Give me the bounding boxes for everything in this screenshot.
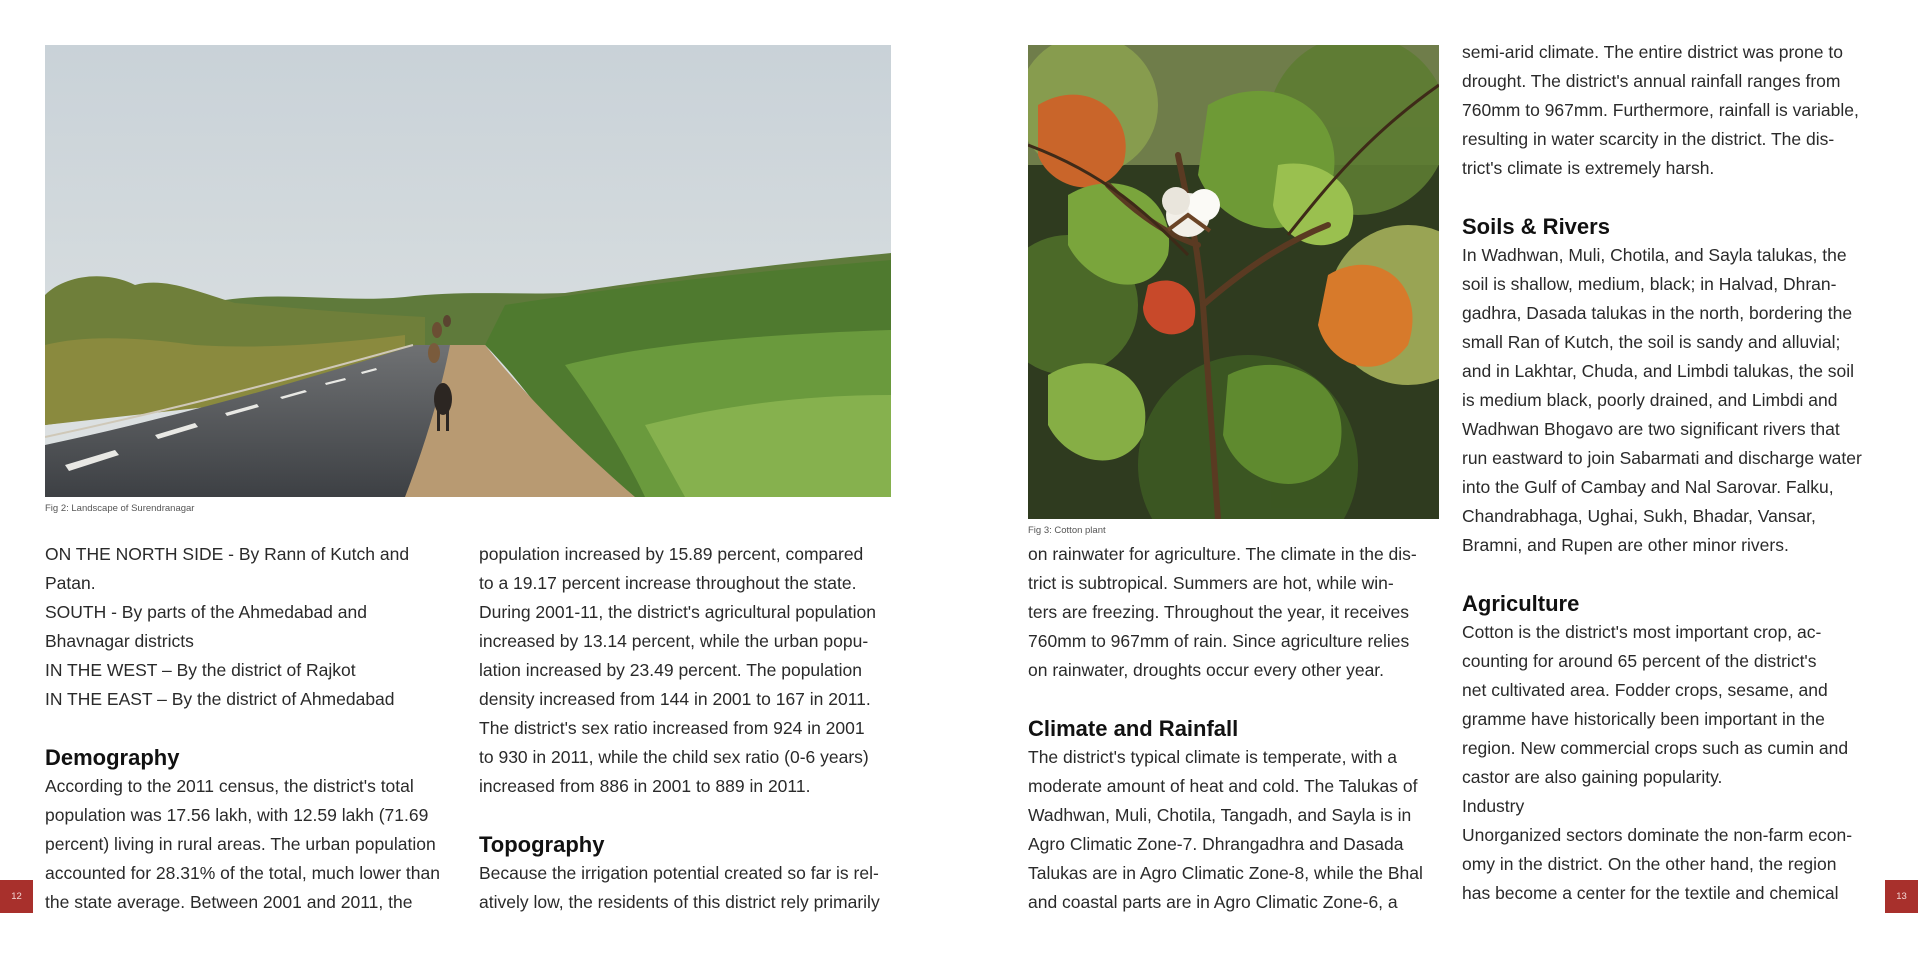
text-line: ters are freezing. Throughout the year, it receives xyxy=(1028,602,1409,622)
text-line: Wadhwan Bhogavo are two significant rivers that xyxy=(1462,419,1840,439)
text-line: The district's sex ratio increased from 924 in 2001 xyxy=(479,718,865,738)
text-line: net cultivated area. Fodder crops, sesame, and xyxy=(1462,680,1828,700)
text-line: ON THE NORTH SIDE - By Rann of Kutch and xyxy=(45,544,410,564)
text-line: According to the 2011 census, the district's total xyxy=(45,776,414,796)
text-line: Unorganized sectors dominate the non-farm econ- xyxy=(1462,825,1853,845)
text-line: population increased by 15.89 percent, compared xyxy=(479,544,864,564)
text-line: In Wadhwan, Muli, Chotila, and Sayla talukas, the xyxy=(1462,245,1847,265)
text-line: to 930 in 2011, while the child sex ratio (0-6 years) xyxy=(479,747,869,767)
text-line: soil is shallow, medium, black; in Halvad, Dhran- xyxy=(1462,274,1837,294)
text-line: Talukas are in Agro Climatic Zone-8, while the Bhal xyxy=(1028,863,1423,883)
page-number: 13 xyxy=(1885,880,1918,913)
text-line: to a 19.17 percent increase throughout the state. xyxy=(479,573,857,593)
text-line: trict is subtropical. Summers are hot, while win- xyxy=(1028,573,1394,593)
text-line: resulting in water scarcity in the district. The dis- xyxy=(1462,129,1835,149)
figure-caption: Fig 2: Landscape of Surendranagar xyxy=(45,503,195,514)
text-line: population was 17.56 lakh, with 12.59 lakh (71.69 xyxy=(45,805,429,825)
text-line: Because the irrigation potential created so far is rel- xyxy=(479,863,879,883)
text-line: increased by 13.14 percent, while the urban popu- xyxy=(479,631,869,651)
text-line: Wadhwan, Muli, Chotila, Tangadh, and Sayla is in xyxy=(1028,805,1412,825)
text-line: Cotton is the district's most important crop, ac- xyxy=(1462,622,1822,642)
section-heading-soils-rivers: Soils & Rivers xyxy=(1462,214,1610,239)
cotton-plant-photo xyxy=(1028,45,1439,519)
text-line: During 2001-11, the district's agricultural population xyxy=(479,602,876,622)
text-line: gramme have historically been important in the xyxy=(1462,709,1825,729)
section-heading-agriculture: Agriculture xyxy=(1462,591,1580,616)
text-line: region. New commercial crops such as cumin and xyxy=(1462,738,1849,758)
text-line: omy in the district. On the other hand, the region xyxy=(1462,854,1837,874)
text-line: is medium black, poorly drained, and Limbdi and xyxy=(1462,390,1838,410)
text-line: small Ran of Kutch, the soil is sandy and alluvial; xyxy=(1462,332,1841,352)
text-line: on rainwater, droughts occur every other year. xyxy=(1028,660,1385,680)
text-line: run eastward to join Sabarmati and discharge water xyxy=(1462,448,1862,468)
text-line: castor are also gaining popularity. xyxy=(1462,767,1723,787)
text-line: has become a center for the textile and chemical xyxy=(1462,883,1839,903)
text-line: Patan. xyxy=(45,573,96,593)
right-column-1 xyxy=(1028,540,1448,917)
text-line: Bramni, and Rupen are other minor rivers. xyxy=(1462,535,1789,555)
text-line: percent) living in rural areas. The urban population xyxy=(45,834,436,854)
text-line: density increased from 144 in 2001 to 167 in 2011. xyxy=(479,689,871,709)
text-line: counting for around 65 percent of the district's xyxy=(1462,651,1817,671)
text-line: lation increased by 23.49 percent. The population xyxy=(479,660,863,680)
text-line: Agro Climatic Zone-7. Dhrangadhra and Dasada xyxy=(1028,834,1404,854)
right-column-2 xyxy=(1462,38,1892,908)
section-heading-climate: Climate and Rainfall xyxy=(1028,716,1239,741)
left-column-2 xyxy=(479,540,909,917)
text-line: IN THE EAST – By the district of Ahmedabad xyxy=(45,689,395,709)
text-line: SOUTH - By parts of the Ahmedabad and xyxy=(45,602,367,622)
text-line: and coastal parts are in Agro Climatic Zone-6, a xyxy=(1028,892,1398,912)
text-line: semi-arid climate. The entire district was prone to xyxy=(1462,42,1843,62)
section-heading-topography: Topography xyxy=(479,832,605,857)
figure-caption: Fig 3: Cotton plant xyxy=(1028,525,1106,536)
text-line: 760mm to 967mm. Furthermore, rainfall is variable, xyxy=(1462,100,1859,120)
text-line: Industry xyxy=(1462,796,1525,816)
text-line: Bhavnagar districts xyxy=(45,631,194,651)
text-line: moderate amount of heat and cold. The Talukas of xyxy=(1028,776,1418,796)
text-line: 760mm to 967mm of rain. Since agriculture relies xyxy=(1028,631,1410,651)
text-line: IN THE WEST – By the district of Rajkot xyxy=(45,660,356,680)
section-heading-demography: Demography xyxy=(45,745,180,770)
text-line: Chandrabhaga, Ughai, Sukh, Bhadar, Vansar, xyxy=(1462,506,1816,526)
text-line: on rainwater for agriculture. The climate in the dis- xyxy=(1028,544,1417,564)
text-line: drought. The district's annual rainfall ranges from xyxy=(1462,71,1841,91)
text-line: atively low, the residents of this district rely primarily xyxy=(479,892,880,912)
right-page xyxy=(960,0,1920,960)
landscape-photo xyxy=(45,45,891,497)
text-line: gadhra, Dasada talukas in the north, bordering the xyxy=(1462,303,1853,323)
text-line: into the Gulf of Cambay and Nal Sarovar. Falku, xyxy=(1462,477,1834,497)
text-line: the state average. Between 2001 and 2011, the xyxy=(45,892,413,912)
text-line: accounted for 28.31% of the total, much lower than xyxy=(45,863,440,883)
text-line: The district's typical climate is temperate, with a xyxy=(1028,747,1398,767)
text-line: and in Lakhtar, Chuda, and Limbdi talukas, the soil xyxy=(1462,361,1855,381)
left-column-1 xyxy=(45,540,465,917)
text-line: trict's climate is extremely harsh. xyxy=(1462,158,1715,178)
page-number: 12 xyxy=(0,880,33,913)
text-line: increased from 886 in 2001 to 889 in 2011. xyxy=(479,776,811,796)
